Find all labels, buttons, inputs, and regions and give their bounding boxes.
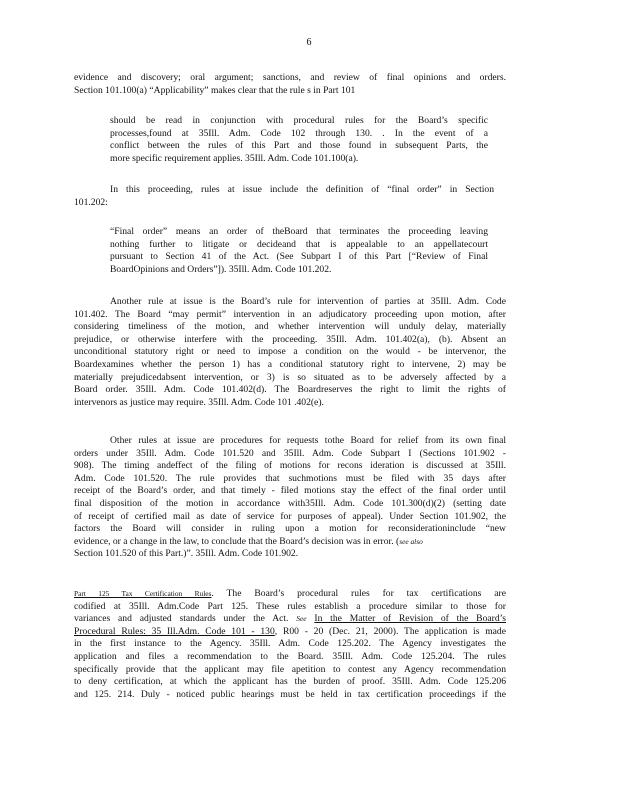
text-line: materially prejudicedabsent intervention, or 3) is so situated as to be adversely affected by a [74, 371, 506, 383]
text-line: final disposition of the motion in accordance with35Ill. Adm. Code 101.300(d)(2) (setting date [74, 497, 506, 509]
case-title-part-2: Procedural Rules: 35 Ill.Adm. Code 101 - 130 [74, 625, 275, 637]
text-line: considering timeliness of the motion, and whether intervention will unduly delay, materially [74, 321, 506, 333]
paragraph-reconsideration [74, 435, 506, 561]
text-line: Another rule at issue is the Board’s rule for intervention of parties at 35Ill. Adm. Code [110, 296, 506, 307]
text-line [74, 626, 506, 639]
text-line: 101.402. The Board “may permit” intervention in an adjudicatory proceeding upon motion, after [74, 308, 506, 320]
text-line: evidence and discovery; oral argument; sanctions, and review of final opinions and orders. [74, 72, 506, 83]
text-line: BoardOpinions and Orders”]). 35Ill. Adm. Code 101.202. [110, 263, 332, 275]
text-span: . The Board’s procedural rules for tax certifications are [211, 588, 506, 599]
paragraph-intervention [74, 296, 506, 409]
text-line: processes,found at 35Ill. Adm. Code 102 through 130. . In the event of a [110, 127, 488, 139]
text-line: 101.202: [74, 196, 108, 208]
text-span: , R00 - 20 (Dec. 21, 2000). The application is made [274, 625, 506, 637]
text-line: in the first instance to the Agency. 35Ill. Adm. Code 125.202. The Agency investigates the [74, 638, 506, 650]
block-quote-applicability [110, 115, 488, 165]
see-signal: See [296, 614, 307, 624]
text-line: and 125. 214. Duly - noticed public hearings must be held in tax certification proceedings if the [74, 688, 506, 700]
text-line: 908). The timing andeffect of the filing of motions for recons ideration is discussed at 35Ill. [74, 460, 506, 472]
paragraph-tax-certification [74, 588, 506, 701]
block-quote-final-order [110, 226, 488, 276]
text-span: variances and adjusted standards under the Act. [74, 613, 289, 625]
text-line: unconditional statutory right or need to impose a condition on the would - be intervenor, the [74, 346, 506, 358]
text-line [74, 613, 506, 626]
text-line: nothing further to litigate or decideand that is appealable to an appellatecourt [110, 238, 488, 250]
text-line: orders under 35Ill. Adm. Code 101.520 and 35Ill. Adm. Code Subpart I (Sections 101.902 - [74, 447, 506, 459]
text-line: pursuant to Section 41 of the Act. (See Subpart I of this Part [“Review of Final [110, 251, 488, 263]
text-line: intervenors as justice may require. 35Ill. Adm. Code 101 .402(e). [74, 396, 324, 408]
section-heading: Part 125 Tax Certification Rules [74, 589, 212, 598]
text-line: factors the Board will consider in ruling upon a motion for reconsiderationinclude “new [74, 523, 506, 535]
case-title-part-1: In the Matter of Revision of the Board’s [314, 613, 506, 625]
text-line: Other rules at issue are procedures for requests tothe Board for relief from its own final [110, 435, 506, 446]
see-also-signal: see also [399, 536, 423, 546]
text-line: conflict between the rules of this Part and those found in subsequent Parts, the [110, 140, 488, 152]
text-line: codified at 35Ill. Adm.Code Part 125. These rules establish a procedure similar to those for [74, 600, 506, 612]
text-line: Adm. Code 101.520. The rule provides that suchmotions must be filed with 35 days after [74, 472, 506, 484]
text-line: Boardexamines whether the person 1) has a conditional statutory right to intervene, 2) may be [74, 358, 506, 370]
page-number: 6 [306, 37, 312, 48]
text-line: evidence, or a change in the law, to conclude that the Board’s decision was in error. (see also [74, 535, 423, 547]
text-line: “Final order” means an order of theBoard that terminates the proceeding leaving [110, 226, 488, 237]
text-line: In this proceeding, rules at issue include the definition of “final order” in Section [110, 184, 494, 195]
text-line: Board order. 35Ill. Adm. Code 101.402(d). The Boardreserves the right to limit the rights of [74, 384, 506, 396]
text-line: more specific requirement applies. 35Ill. Adm. Code 101.100(a). [110, 152, 359, 164]
paragraph-intro [74, 72, 506, 97]
text-line: should be read in conjunction with procedural rules for the Board’s specific [110, 115, 488, 126]
text-line: prejudice, or otherwise interfere with the proceeding. 35Ill. Adm. 101.402(a), (b). Absent an [74, 333, 506, 345]
text-line: specifically provide that the applicant may file apetition to contest any Agency recommendation [74, 663, 506, 675]
text-line: Section 101.100(a) “Applicability” makes clear that the rule s in Part 101 [74, 84, 356, 96]
text-line: of receipt of certified mail as date of service for purposes of appeal). Under Section 101.902, the [74, 510, 506, 522]
text-line: Section 101.520 of this Part.)”. 35Ill. Adm. Code 101.902. [74, 548, 299, 560]
text-line: application and files a recommendation to the Board. 35Ill. Adm. Code 125.204. The rules [74, 650, 506, 662]
text-line: to deny certification, at which the applicant has the burden of proof. 35Ill. Adm. Code 125.206 [74, 676, 506, 688]
text-line: receipt of the Board’s order, and that timely - filed motions stay the effect of the final order until [74, 485, 506, 497]
text-span: evidence, or a change in the law, to conclude that the Board’s decision was in error. [74, 535, 394, 547]
text-line [74, 588, 506, 601]
paragraph-final-order-intro [74, 184, 506, 209]
